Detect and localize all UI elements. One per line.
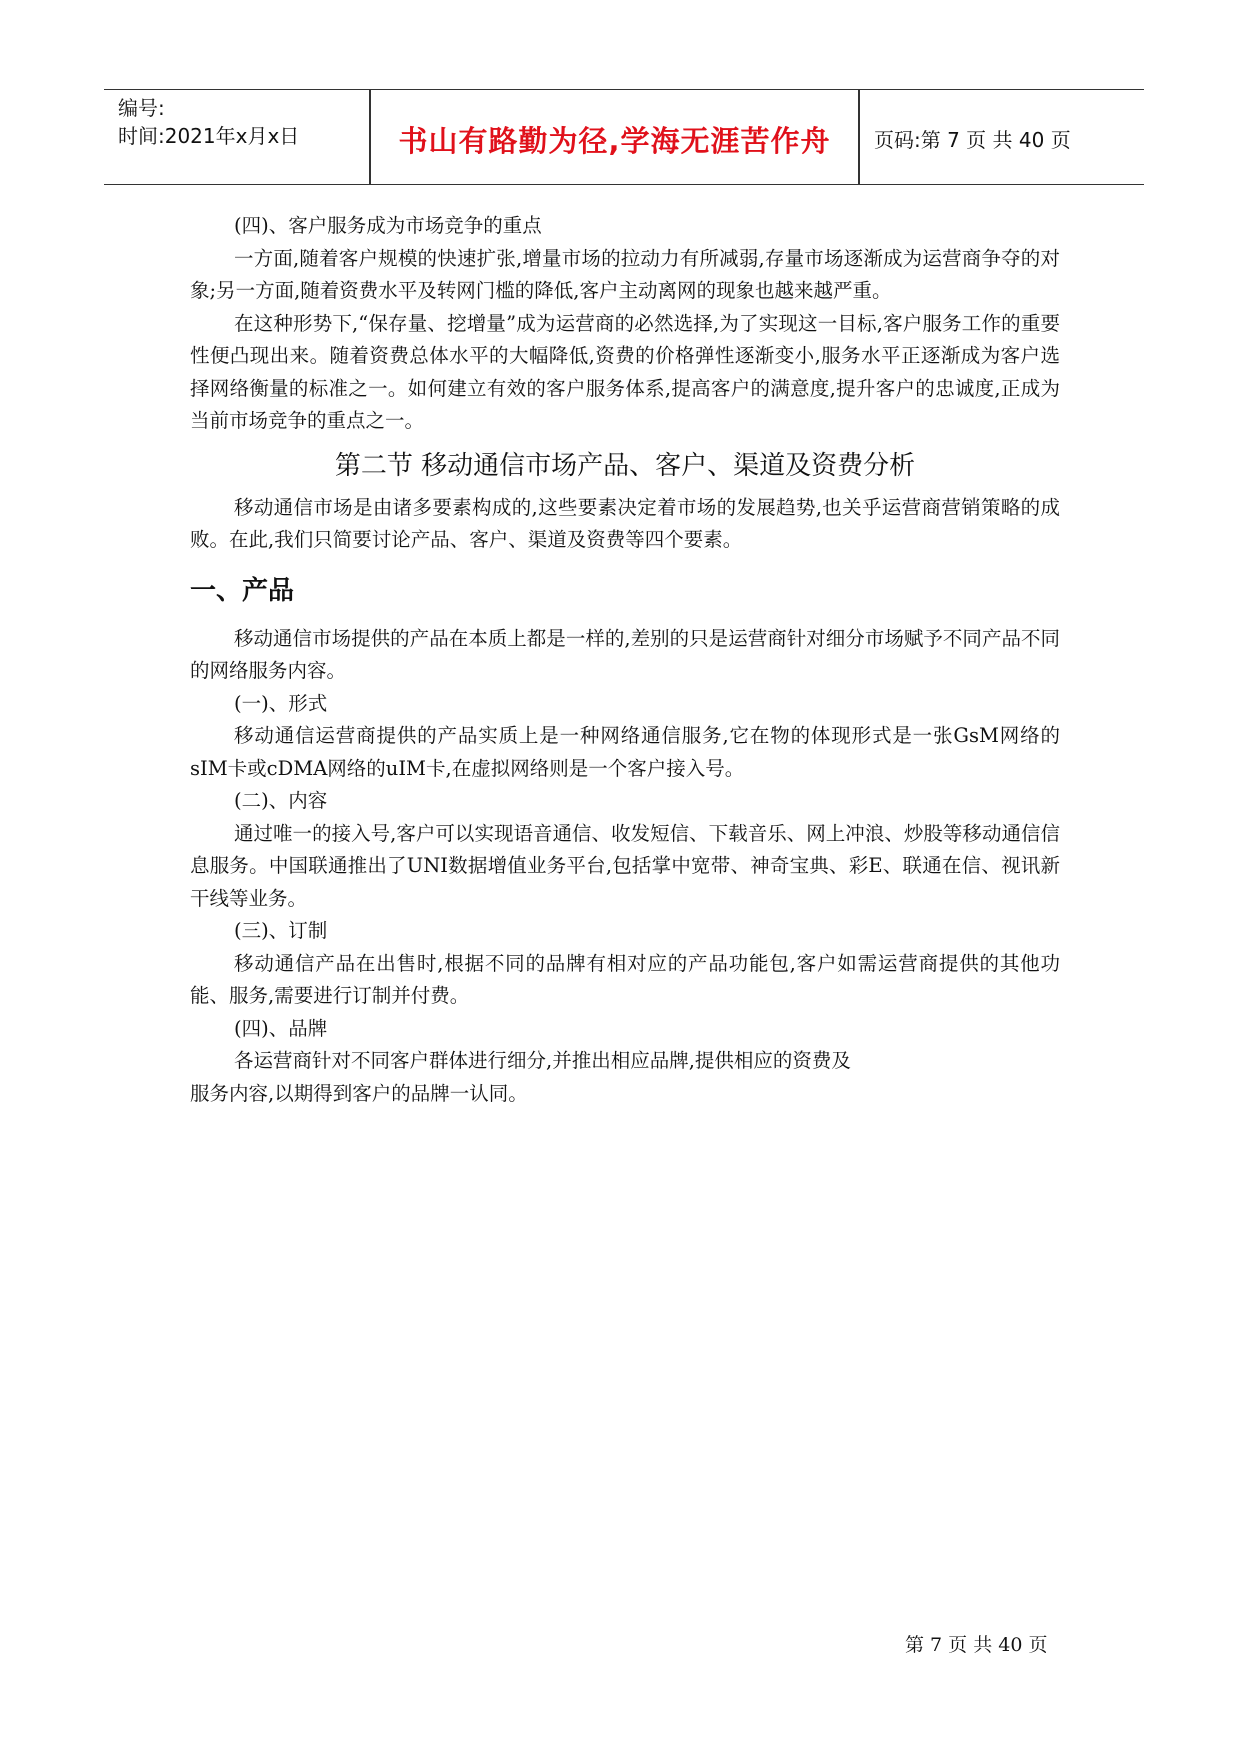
- paragraph: 移动通信市场提供的产品在本质上都是一样的,差别的只是运营商针对细分市场赋予不同产品不同的网络服务内容。: [190, 626, 1060, 682]
- paragraph: 移动通信产品在出售时,根据不同的品牌有相对应的产品功能包,客户如需运营商提供的其他功能、服务,需要进行订制并付费。: [190, 951, 1060, 1007]
- paragraph: 各运营商针对不同客户群体进行细分,并推出相应品牌,提供相应的资费及: [234, 1049, 851, 1072]
- paragraph: 在这种形势下,“保存量、挖增量”成为运营商的必然选择,为了实现这一目标,客户服务工作的重要性便凸现出来。随着资费总体水平的大幅降低,资费的价格弹性逐渐变小,服务水平正逐渐成为客户选择网络衡量的标准之一。如何建立有效的客户服务体系,提高客户的满意度,提升客户的忠诚度,正成为当前市场竞争的重点之一。: [190, 311, 1060, 432]
- paragraph: 通过唯一的接入号,客户可以实现语音通信、收发短信、下载音乐、网上冲浪、炒股等移动通信信息服务。中国联通推出了UNI数据增值业务平台,包括掌中宽带、神奇宝典、彩E、联通在信、视讯新干线等业务。: [190, 821, 1060, 910]
- header-motto: 书山有路勤为径,学海无涯苦作舟: [398, 124, 831, 158]
- document-number: 编号:: [118, 96, 165, 120]
- paragraph: 移动通信市场是由诸多要素构成的,这些要素决定着市场的发展趋势,也关乎运营商营销策略的成败。在此,我们只简要讨论产品、客户、渠道及资费等四个要素。: [190, 495, 1060, 551]
- subheading-brand: (四)、品牌: [234, 1016, 328, 1040]
- document-time: 时间:2021年x月x日: [118, 124, 300, 148]
- document-body: [190, 210, 1060, 1110]
- page-footer: 第 7 页 共 40 页: [905, 1634, 1048, 1656]
- subheading-customization: (三)、订制: [234, 919, 328, 942]
- header-page-number: 页码:第 7 页 共 40 页: [874, 128, 1071, 152]
- subheading-form: (一)、形式: [234, 691, 328, 715]
- section-title: 第二节 移动通信市场产品、客户、渠道及资费分析: [334, 450, 916, 481]
- subheading-customer-service: (四)、客户服务成为市场竞争的重点: [234, 214, 542, 237]
- paragraph-continuation: 服务内容,以期得到客户的品牌一认同。: [190, 1081, 528, 1105]
- subheading-content: (二)、内容: [234, 789, 328, 812]
- paragraph: 一方面,随着客户规模的快速扩张,增量市场的拉动力有所减弱,存量市场逐渐成为运营商争夺的对象;另一方面,随着资费水平及转网门槛的降低,客户主动离网的现象也越来越严重。: [190, 246, 1060, 302]
- page-header: [104, 89, 1144, 185]
- paragraph: 移动通信运营商提供的产品实质上是一种网络通信服务,它在物的体现形式是一张GsM网络的sIM卡或cDMA网络的uIM卡,在虚拟网络则是一个客户接入号。: [190, 724, 1060, 780]
- heading-products: 一、产品: [190, 575, 295, 606]
- header-divider-right: [858, 90, 860, 184]
- header-meta: [118, 94, 299, 150]
